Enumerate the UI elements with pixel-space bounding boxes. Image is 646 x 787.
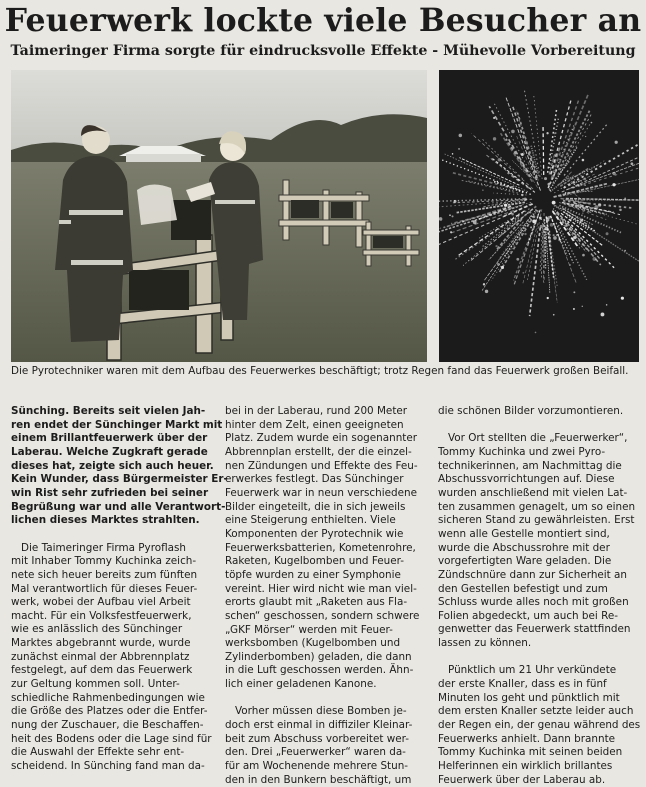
text-line: den in den Bunkern beschäftigt, um bbox=[225, 774, 428, 787]
firework-spark bbox=[524, 198, 527, 201]
firework-spark bbox=[573, 291, 575, 293]
firework-spark bbox=[497, 263, 500, 266]
firework-spark bbox=[522, 272, 524, 274]
text-line: dieses hat, zeigte sich auch heuer. bbox=[11, 460, 214, 474]
firework-spark bbox=[452, 215, 454, 217]
text-line: erwerkes festlegt. Das Sünchinger bbox=[225, 473, 428, 487]
text-line: den. Drei „Feuerwerker“ waren da- bbox=[225, 746, 428, 760]
text-line: der erste Knaller, dass es in fünf bbox=[438, 678, 639, 692]
text-line: Mal verantwortlich für dieses Feuer- bbox=[11, 583, 214, 597]
firework-spark bbox=[504, 204, 507, 207]
photo-pyrotechnicians bbox=[11, 70, 427, 362]
photo-caption: Die Pyrotechniker waren mit dem Aufbau des Feuerwerkes beschäftigt; trotz Regen fand das Feuerwerk großen Beifall. bbox=[11, 365, 639, 378]
firework-spark bbox=[532, 219, 536, 223]
text-line: vorgefertigten Ware geladen. Die bbox=[438, 555, 639, 569]
headline: Feuerwerk lockte viele Besucher an bbox=[0, 2, 646, 39]
firework-spark bbox=[613, 172, 616, 175]
firework-spark bbox=[591, 122, 593, 124]
firework-spark bbox=[583, 177, 586, 180]
firework-spark bbox=[558, 239, 561, 242]
text-line: heit des Bodens oder die Lage sind für bbox=[11, 733, 214, 747]
firework-spark bbox=[582, 159, 585, 162]
firework-spark bbox=[462, 220, 464, 222]
text-line: Folien abgedeckt, um auch bei Re- bbox=[438, 610, 639, 624]
text-line: Die Taimeringer Firma Pyroflash bbox=[11, 542, 214, 556]
firework-spark bbox=[565, 192, 567, 194]
firework-spark bbox=[552, 201, 556, 205]
firework-spark bbox=[624, 198, 626, 200]
text-line: schen“ geschossen, sondern schwere bbox=[225, 610, 428, 624]
text-line: wenn alle Gestelle montiert sind, bbox=[438, 528, 639, 542]
firework-spark bbox=[449, 214, 451, 216]
text-line: die Größe des Platzes oder die Entfer- bbox=[11, 705, 214, 719]
text-line: nen Zündungen und Effekte des Feu- bbox=[225, 460, 428, 474]
text-line: werk, wobei der Aufbau viel Arbeit bbox=[11, 596, 214, 610]
text-line: lichen dieses Marktes strahlten. bbox=[11, 514, 214, 528]
firework-spark bbox=[524, 233, 526, 235]
firework-spark bbox=[539, 216, 542, 219]
firework-spark bbox=[601, 313, 605, 317]
firework-spark bbox=[529, 211, 531, 213]
firework-spark bbox=[553, 236, 557, 240]
text-line: Tommy Kuchinka und zwei Pyro- bbox=[438, 446, 639, 460]
firework-spark bbox=[553, 234, 555, 236]
firework-spark bbox=[482, 190, 483, 191]
firework-spark bbox=[621, 297, 624, 300]
text-line: ren endet der Sünchinger Markt mit bbox=[11, 419, 214, 433]
firework-spark bbox=[619, 209, 622, 212]
firework-spark bbox=[573, 236, 576, 239]
text-line: Laberau. Welche Zugkraft gerade bbox=[11, 446, 214, 460]
firework-spark bbox=[606, 304, 608, 306]
text-line: in die Luft geschossen werden. Ähn- bbox=[225, 664, 428, 678]
text-line: win Rist sehr zufrieden bei seiner bbox=[11, 487, 214, 501]
firework-spark bbox=[549, 188, 550, 189]
text-line: Helferinnen ein wirklich brillantes bbox=[438, 760, 639, 774]
text-line: scheidend. In Sünching fand man da- bbox=[11, 760, 214, 774]
text-line: „GKF Mörser“ werden mit Feuer- bbox=[225, 624, 428, 638]
text-line: Zylinderbomben) geladen, die dann bbox=[225, 651, 428, 665]
text-line: Feuerwerk über der Laberau ab. bbox=[438, 774, 639, 787]
text-line: festgelegt, auf dem das Feuerwerk bbox=[11, 664, 214, 678]
firework-spark bbox=[548, 183, 551, 186]
text-line: genwetter das Feuerwerk stattfinden bbox=[438, 623, 639, 637]
article-paragraph bbox=[225, 705, 428, 787]
firework-spark bbox=[553, 314, 555, 316]
firework-spark bbox=[546, 132, 548, 134]
firework-spark bbox=[532, 215, 535, 218]
text-line: werksbomben (Kugelbomben und bbox=[225, 637, 428, 651]
text-line: Marktes abgebrannt wurde, wurde bbox=[11, 637, 214, 651]
firework-spark bbox=[612, 183, 615, 186]
firework-spark bbox=[543, 231, 544, 232]
firework-spark bbox=[511, 130, 515, 134]
firework-spark bbox=[458, 148, 460, 150]
article-column-1 bbox=[11, 405, 214, 774]
text-line: einem Brillantfeuerwerk über der bbox=[11, 432, 214, 446]
firework-spark bbox=[535, 332, 537, 334]
text-line: zunächst einmal der Abbrennplatz bbox=[11, 651, 214, 665]
firework-spark bbox=[493, 137, 496, 140]
text-line: töpfe wurden zu einer Symphonie bbox=[225, 569, 428, 583]
text-line: wurden anschließend mit vielen Lat- bbox=[438, 487, 639, 501]
text-line: beit zum Abschuss vorbereitet wer- bbox=[225, 733, 428, 747]
text-line: nete sich heuer bereits zum fünften bbox=[11, 569, 214, 583]
firework-spark bbox=[495, 245, 497, 247]
photo-fireworks-image bbox=[439, 70, 639, 362]
text-line: Komponenten der Pyrotechnik wie bbox=[225, 528, 428, 542]
firework-spark bbox=[582, 213, 583, 214]
text-line: Minuten los geht und pünktlich mit bbox=[438, 692, 639, 706]
text-line: die schönen Bilder vorzumontieren. bbox=[438, 405, 639, 419]
firework-spark bbox=[569, 219, 571, 221]
firework-spark bbox=[501, 266, 504, 269]
photo-pyrotechnicians-image bbox=[11, 70, 427, 362]
text-line: Feuerwerks anhielt. Dann brannte bbox=[438, 733, 639, 747]
firework-spark bbox=[548, 216, 551, 219]
text-line: Kein Wunder, dass Bürgermeister Er- bbox=[11, 473, 214, 487]
text-line: wurde die Abschussrohre mit der bbox=[438, 542, 639, 556]
firework-spark bbox=[511, 213, 514, 216]
text-line: Feuerwerksbatterien, Kometenrohre, bbox=[225, 542, 428, 556]
firework-spark bbox=[624, 250, 626, 252]
article-column-2 bbox=[225, 405, 428, 787]
subheadline: Taimeringer Firma sorgte für eindrucksvolle Effekte - Mühevolle Vorbereitung bbox=[0, 43, 646, 59]
firework-spark bbox=[521, 194, 523, 196]
text-line: doch erst einmal in diffiziler Kleinar- bbox=[225, 719, 428, 733]
firework-spark bbox=[459, 134, 463, 138]
text-line: schiedliche Rahmenbedingungen wie bbox=[11, 692, 214, 706]
firework-spark bbox=[585, 136, 586, 137]
firework-spark bbox=[593, 257, 597, 261]
firework-spark bbox=[573, 308, 575, 310]
firework-spark bbox=[498, 158, 502, 162]
firework-spark bbox=[606, 232, 609, 235]
text-line: nung der Zuschauer, die Beschaffen- bbox=[11, 719, 214, 733]
firework-spark bbox=[535, 209, 537, 211]
firework-spark bbox=[540, 225, 543, 228]
article-paragraph bbox=[225, 405, 428, 692]
firework-spark bbox=[452, 153, 454, 155]
text-line: Raketen, Kugelbomben und Feuer- bbox=[225, 555, 428, 569]
firework-spark bbox=[516, 258, 519, 261]
text-line: sicheren Stand zu gewährleisten. Erst bbox=[438, 514, 639, 528]
text-line: erorts glaubt mit „Raketen aus Fla- bbox=[225, 596, 428, 610]
firework-spark bbox=[578, 184, 580, 186]
firework-spark bbox=[485, 290, 488, 293]
text-line: ten zusammen genagelt, um so einen bbox=[438, 501, 639, 515]
firework-spark bbox=[549, 189, 551, 191]
firework-spark bbox=[556, 234, 558, 236]
text-line: vereint. Hier wird nicht wie man viel- bbox=[225, 583, 428, 597]
firework-spark bbox=[580, 219, 583, 222]
article-paragraph bbox=[438, 405, 639, 419]
text-line: mit Inhaber Tommy Kuchinka zeich- bbox=[11, 555, 214, 569]
text-line: lassen zu können. bbox=[438, 637, 639, 651]
firework-spark bbox=[473, 220, 477, 224]
article-paragraph bbox=[438, 432, 639, 651]
text-line: bei in der Laberau, rund 200 Meter bbox=[225, 405, 428, 419]
article-column-3 bbox=[438, 405, 639, 787]
text-line: Begrüßung war und alle Verantwort- bbox=[11, 501, 214, 515]
firework-spark bbox=[582, 254, 585, 257]
text-line: Vorher müssen diese Bomben je- bbox=[225, 705, 428, 719]
text-line: zur Geltung kommen soll. Unter- bbox=[11, 678, 214, 692]
firework-spark bbox=[493, 117, 495, 119]
text-line: technikerinnen, am Nachmittag die bbox=[438, 460, 639, 474]
text-line: Bilder eingeteilt, die in sich jeweils bbox=[225, 501, 428, 515]
text-line: hinter dem Zelt, einen geeigneten bbox=[225, 419, 428, 433]
photo-fireworks bbox=[439, 70, 639, 362]
text-line: die Auswahl der Effekte sehr ent- bbox=[11, 746, 214, 760]
firework-spark bbox=[598, 203, 601, 206]
firework-spark bbox=[546, 217, 548, 219]
firework-spark bbox=[594, 205, 598, 209]
article-lead bbox=[11, 405, 214, 528]
firework-spark bbox=[615, 141, 618, 144]
firework-spark bbox=[483, 283, 485, 285]
firework-spark bbox=[547, 297, 549, 299]
text-line: eine Steigerung enthielten. Viele bbox=[225, 514, 428, 528]
text-line: der Regen ein, der genau während des bbox=[438, 719, 639, 733]
text-line: Sünching. Bereits seit vielen Jah- bbox=[11, 405, 214, 419]
firework-spark bbox=[569, 264, 571, 266]
firework-spark bbox=[582, 306, 583, 307]
text-line: Abbrennplan erstellt, der die einzel- bbox=[225, 446, 428, 460]
text-line: Pünktlich um 21 Uhr verkündete bbox=[438, 664, 639, 678]
firework-spark bbox=[454, 200, 457, 203]
text-line: Vor Ort stellten die „Feuerwerker“, bbox=[438, 432, 639, 446]
firework-spark bbox=[536, 210, 538, 212]
firework-spark bbox=[544, 177, 547, 180]
text-line: macht. Für ein Volksfestfeuerwerk, bbox=[11, 610, 214, 624]
firework-spark bbox=[521, 153, 524, 156]
firework-spark bbox=[631, 162, 634, 165]
text-line: Tommy Kuchinka mit seinen beiden bbox=[438, 746, 639, 760]
text-line: Zündschnüre dann zur Sicherheit an bbox=[438, 569, 639, 583]
text-line: für am Wochenende mehrere Stun- bbox=[225, 760, 428, 774]
firework-spark bbox=[545, 227, 549, 231]
article-paragraph bbox=[11, 542, 214, 774]
text-line: lich einer geladenen Kanone. bbox=[225, 678, 428, 692]
text-line: dem ersten Knaller setzte leider auch bbox=[438, 705, 639, 719]
firework-spark bbox=[530, 226, 532, 228]
text-line: Schluss wurde alles noch mit großen bbox=[438, 596, 639, 610]
text-line: wie es anlässlich des Sünchinger bbox=[11, 623, 214, 637]
text-line: Platz. Zudem wurde ein sogenannter bbox=[225, 432, 428, 446]
firework-spark bbox=[450, 231, 452, 233]
text-line: den Gestellen befestigt und zum bbox=[438, 583, 639, 597]
text-line: Abschussvorrichtungen auf. Diese bbox=[438, 473, 639, 487]
firework-spark bbox=[550, 223, 554, 227]
firework-spark bbox=[554, 132, 556, 134]
text-line: Feuerwerk war in neun verschiedene bbox=[225, 487, 428, 501]
